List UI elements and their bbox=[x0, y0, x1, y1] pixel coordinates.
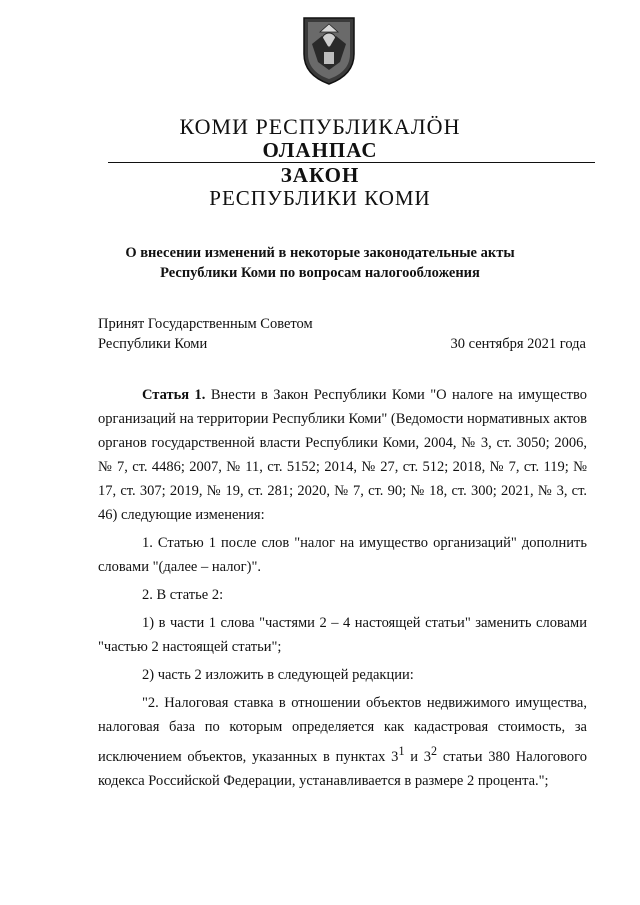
komi-coat-of-arms-icon bbox=[300, 14, 358, 86]
paragraph-3: 1) в части 1 слова "частями 2 – 4 настоящей статьи" заменить словами "частью 2 настоящей статьи"; bbox=[98, 615, 587, 655]
paragraph-5-part-c: статьи 380 Налогового кодекса Российской Федерации, устанавливается в размере 2 процента."; bbox=[98, 748, 587, 789]
adopted-line2: Республики Коми bbox=[98, 336, 208, 352]
header-komi-republic: КОМИ РЕСПУБЛИКАЛӦН bbox=[179, 114, 461, 139]
paragraph-5-sup-2: 2 bbox=[431, 744, 438, 758]
law-title bbox=[0, 243, 640, 283]
law-title-line2: Республики Коми по вопросам налогообложения bbox=[160, 265, 480, 281]
paragraph-1: 1. Статью 1 после слов "налог на имущество организаций" дополнить словами "(далее – налог)". bbox=[98, 535, 587, 575]
paragraph-5-sup-1: 1 bbox=[398, 744, 405, 758]
paragraph-4: 2) часть 2 изложить в следующей редакции: bbox=[142, 667, 414, 683]
header-law: ЗАКОН bbox=[280, 163, 360, 187]
header-republic: РЕСПУБЛИКИ КОМИ bbox=[209, 186, 431, 210]
law-title-line1: О внесении изменений в некоторые законодательные акты bbox=[125, 245, 515, 261]
adoption-date: 30 сентября 2021 года bbox=[450, 336, 586, 352]
adopted-line1: Принят Государственным Советом bbox=[98, 316, 313, 332]
paragraph-5 bbox=[98, 691, 587, 793]
article-1-label: Статья 1. bbox=[142, 387, 206, 403]
law-body bbox=[98, 383, 587, 797]
article-1-paragraph bbox=[98, 383, 587, 527]
adopted-by bbox=[98, 314, 313, 354]
paragraph-5-part-a: "2. Налоговая ставка в отношении объектов недвижимого имущества, налоговая база по которым определяется как кадастровая стоимость, за исключением объектов, указанных в пунктах 3 bbox=[98, 695, 587, 765]
header-komi-law: ОЛАНПАС bbox=[262, 138, 378, 162]
paragraph-5-part-b: и 3 bbox=[404, 748, 432, 765]
article-1-text: Внести в Закон Республики Коми "О налоге на имущество организаций на территории Республики Коми" (Ведомости нормативных актов органов государственной власти Республики Коми, 2004, № 3, ст. 3050; 2006, № 7, ст. 4486; 2007, № 11, ст. 5152; 2014, № 27, ст. 512; 2018, № 7, ст. 119; № 17, ст. 307; 2019, № 19, ст. 281; 2020, № 7, ст. 90; № 18, ст. 300; 2021, № 3, ст. 46) следующие изменения: bbox=[98, 387, 588, 523]
paragraph-2: 2. В статье 2: bbox=[142, 587, 224, 603]
